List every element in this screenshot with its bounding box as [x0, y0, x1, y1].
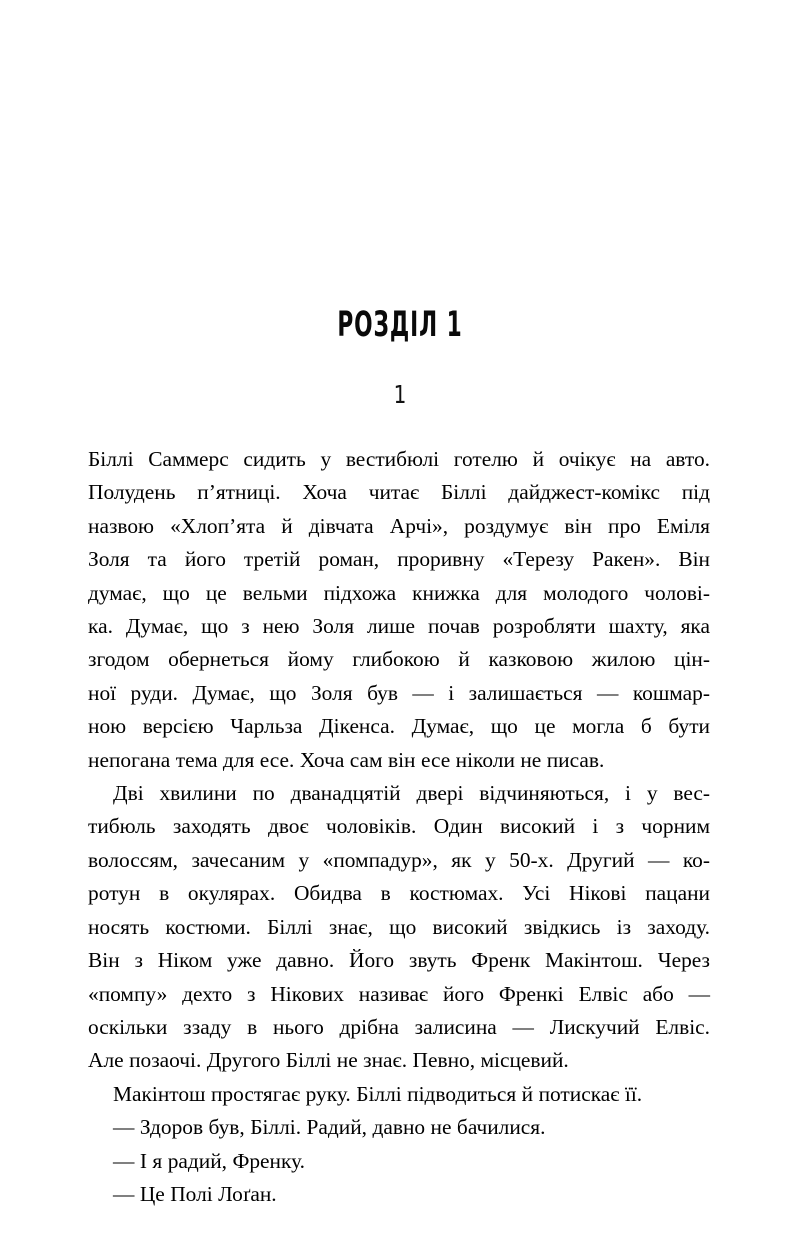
paragraph: [88, 1078, 710, 1111]
text-line: ротун в окулярах. Обидва в костюмах. Усі Нікові пацани: [88, 881, 710, 906]
section-number: 1: [393, 380, 407, 409]
text-line: Макінтош простягає руку. Біллі підводиться й потискає її.: [113, 1081, 643, 1106]
text-line: Біллі Саммерс сидить у вестибюлі готелю й очікує на авто.: [88, 447, 710, 471]
text-line: згодом обернеться йому глибокою й казковою жилою цін-: [88, 647, 710, 672]
text-line: Золя та його третій роман, проривну «Терезу Ракен». Він: [88, 547, 710, 572]
paragraph: [88, 777, 710, 1078]
paragraph: [88, 1111, 710, 1144]
text-line: — І я радий, Френку.: [113, 1148, 305, 1173]
text-line: ка. Думає, що з нею Золя лише почав розробляти шахту, яка: [88, 614, 710, 639]
text-line: Він з Ніком уже давно. Його звуть Френк Макінтош. Через: [88, 948, 710, 973]
text-line: носять костюми. Біллі знає, що високий звідкись із заходу.: [88, 914, 710, 939]
text-line: тибюль заходять двоє чоловіків. Один високий і з чорним: [88, 814, 710, 839]
chapter-heading: РОЗДІЛ 1: [337, 305, 463, 345]
text-line: Але позаочі. Другого Біллі не знає. Певно, місцевий.: [88, 1048, 569, 1073]
text-line: назвою «Хлоп’ята й дівчата Арчі», роздумує він про Еміля: [88, 513, 710, 538]
body-text-column: [88, 443, 710, 1211]
text-line: волоссям, зачесаним у «помпадур», як у 50-х. Другий — ко-: [88, 847, 710, 872]
text-line: — Це Полі Лоґан.: [113, 1181, 277, 1206]
text-line: Полудень п’ятниці. Хоча читає Біллі дайджест-комікс під: [88, 480, 710, 505]
text-line: — Здоров був, Біллі. Радий, давно не бачилися.: [113, 1115, 546, 1140]
text-line: ної руди. Думає, що Золя був — і залишається — кошмар-: [88, 680, 710, 705]
text-line: оскільки ззаду в нього дрібна залисина — Лискучий Елвіс.: [88, 1014, 710, 1039]
text-line: «помпу» дехто з Нікових називає його Френкі Елвіс або —: [88, 981, 710, 1006]
text-line: ною версією Чарльза Дікенса. Думає, що це могла б бути: [88, 714, 710, 739]
paragraph: [88, 1178, 710, 1211]
paragraph: [88, 1145, 710, 1178]
text-line: Дві хвилини по дванадцятій двері відчиняються, і у вес-: [113, 781, 710, 806]
text-line: думає, що це вельми підхожа книжка для молодого чолові-: [88, 580, 710, 605]
paragraph: [88, 443, 710, 777]
text-line: непогана тема для есе. Хоча сам він есе ніколи не писав.: [88, 747, 605, 772]
